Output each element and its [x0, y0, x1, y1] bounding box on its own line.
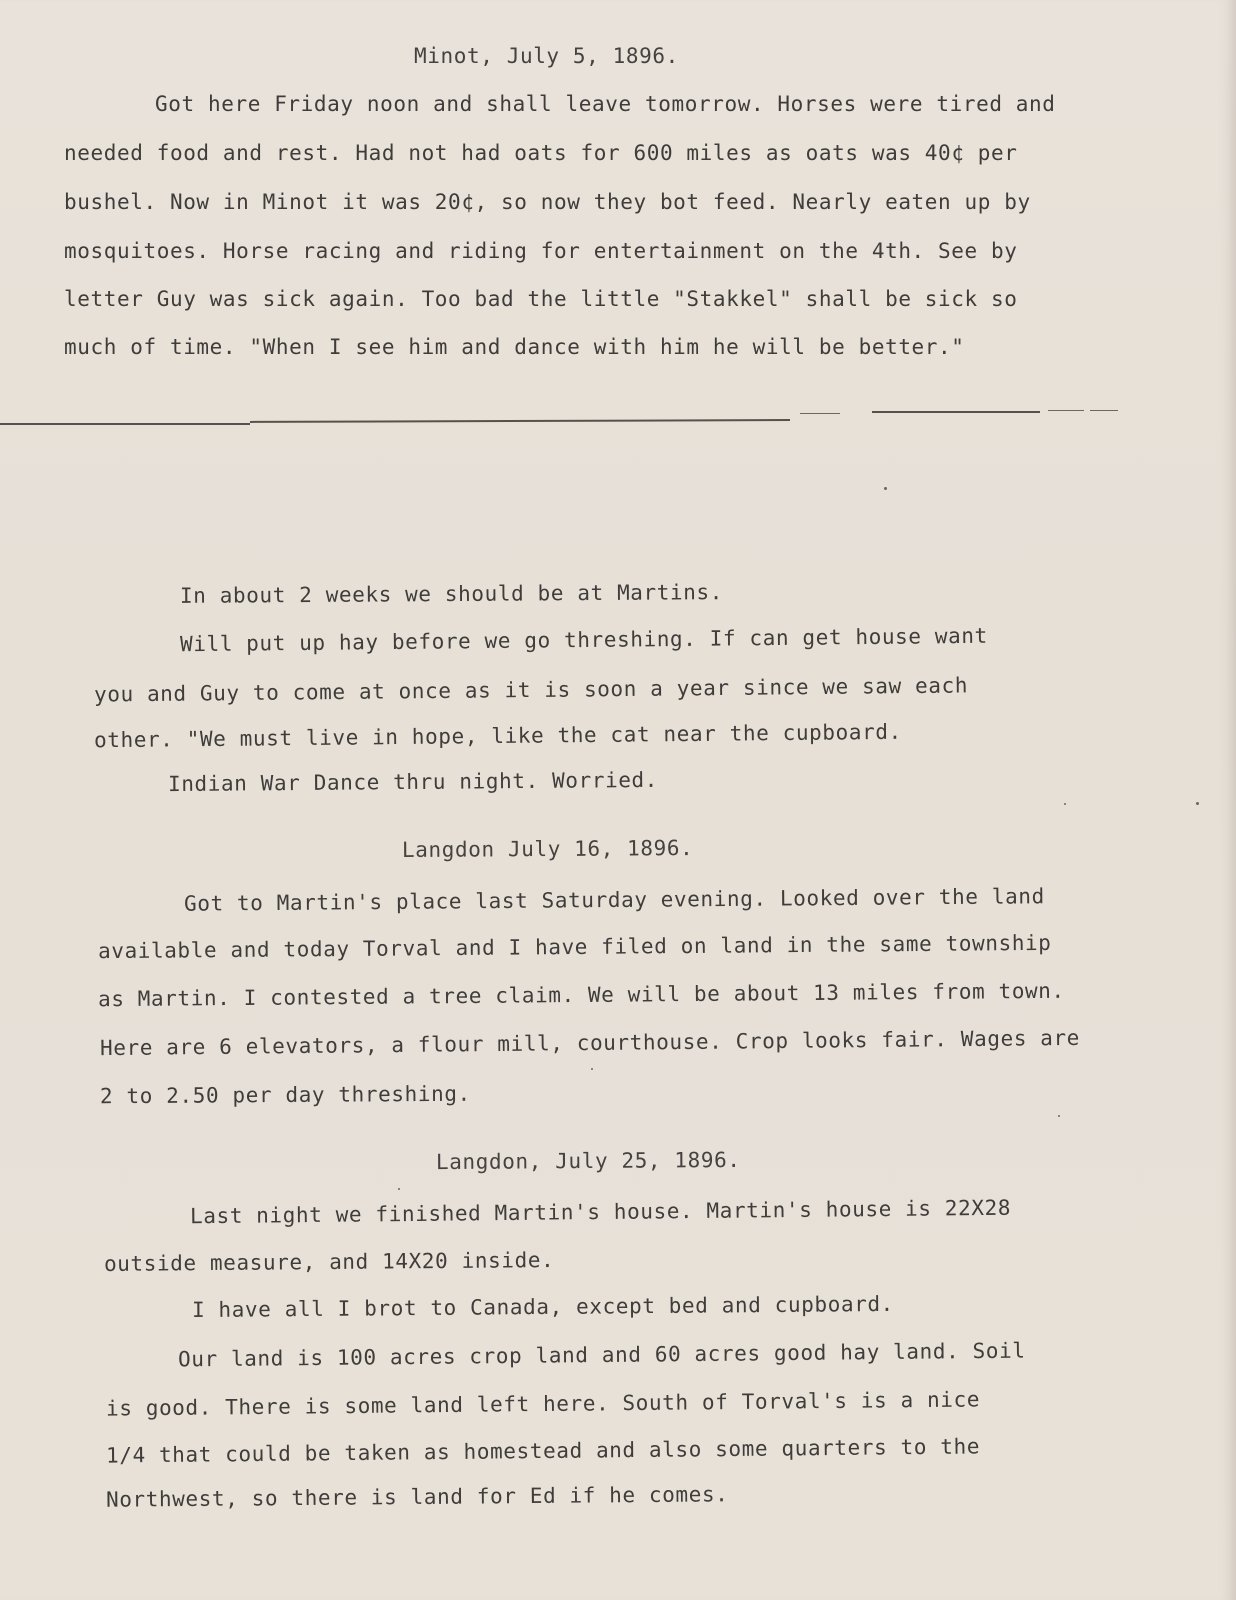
- entry-line: is good. There is some land left here. South of Torval's is a nice: [105, 1387, 981, 1421]
- entry-line: letter Guy was sick again. Too bad the little "Stakkel" shall be sick so: [64, 287, 1018, 311]
- entry-line: Our land is 100 acres crop land and 60 acres good hay land. Soil: [177, 1338, 1026, 1372]
- entry-line: Last night we finished Martin's house. Martin's house is 22X28: [189, 1195, 1012, 1229]
- entry-line: I have all I brot to Canada, except bed and cupboard.: [191, 1291, 894, 1323]
- entry-line: In about 2 weeks we should be at Martins.: [179, 580, 724, 608]
- entry-line: outside measure, and 14X20 inside.: [103, 1248, 555, 1276]
- paper-speck: [591, 1068, 593, 1070]
- entry-line: 1/4 that could be taken as homestead and also some quarters to the: [105, 1434, 981, 1468]
- paper-speck: [398, 1188, 400, 1190]
- entry-line: Got to Martin's place last Saturday evening. Looked over the land: [183, 884, 1045, 916]
- entry-line: other. "We must live in hope, like the cat near the cupboard.: [93, 719, 902, 753]
- entry-heading-minot: Minot, July 5, 1896.: [414, 44, 679, 68]
- entry-line: needed food and rest. Had not had oats for 600 miles as oats was 40¢ per: [64, 141, 1018, 165]
- entry-line: Got here Friday noon and shall leave tomorrow. Horses were tired and: [155, 92, 1056, 116]
- section-divider: [800, 413, 840, 414]
- entry-heading-langdon-july-16: Langdon July 16, 1896.: [401, 835, 694, 863]
- section-divider: [1090, 410, 1118, 411]
- paper-speck: [1064, 803, 1066, 805]
- entry-line: Northwest, so there is land for Ed if he comes.: [105, 1482, 729, 1512]
- entry-line: you and Guy to come at once as it is soon a year since we saw each: [93, 673, 969, 707]
- entry-line: 2 to 2.50 per day threshing.: [99, 1081, 471, 1109]
- entry-line: mosquitoes. Horse racing and riding for entertainment on the 4th. See by: [64, 239, 1018, 263]
- paper-speck: [1196, 802, 1199, 805]
- entry-line: Here are 6 elevators, a flour mill, courthouse. Crop looks fair. Wages are: [99, 1025, 1081, 1061]
- entry-heading-langdon-july-25: Langdon, July 25, 1896.: [435, 1147, 741, 1175]
- section-divider: [0, 423, 250, 425]
- entry-line: as Martin. I contested a tree claim. We will be about 13 miles from town.: [97, 978, 1065, 1012]
- paper-speck: [1058, 1115, 1060, 1117]
- section-divider: [872, 411, 1040, 413]
- section-divider: [1048, 410, 1084, 411]
- entry-line: bushel. Now in Minot it was 20¢, so now they bot feed. Nearly eaten up by: [64, 190, 1031, 214]
- paper-speck: [884, 487, 887, 490]
- entry-line: Will put up hay before we go threshing. If can get house want: [179, 623, 988, 657]
- section-divider: [250, 419, 790, 423]
- entry-line: Indian War Dance thru night. Worried.: [167, 767, 659, 797]
- entry-line: available and today Torval and I have filed on land in the same township: [97, 930, 1052, 964]
- entry-line: much of time. "When I see him and dance with him he will be better.": [64, 335, 965, 359]
